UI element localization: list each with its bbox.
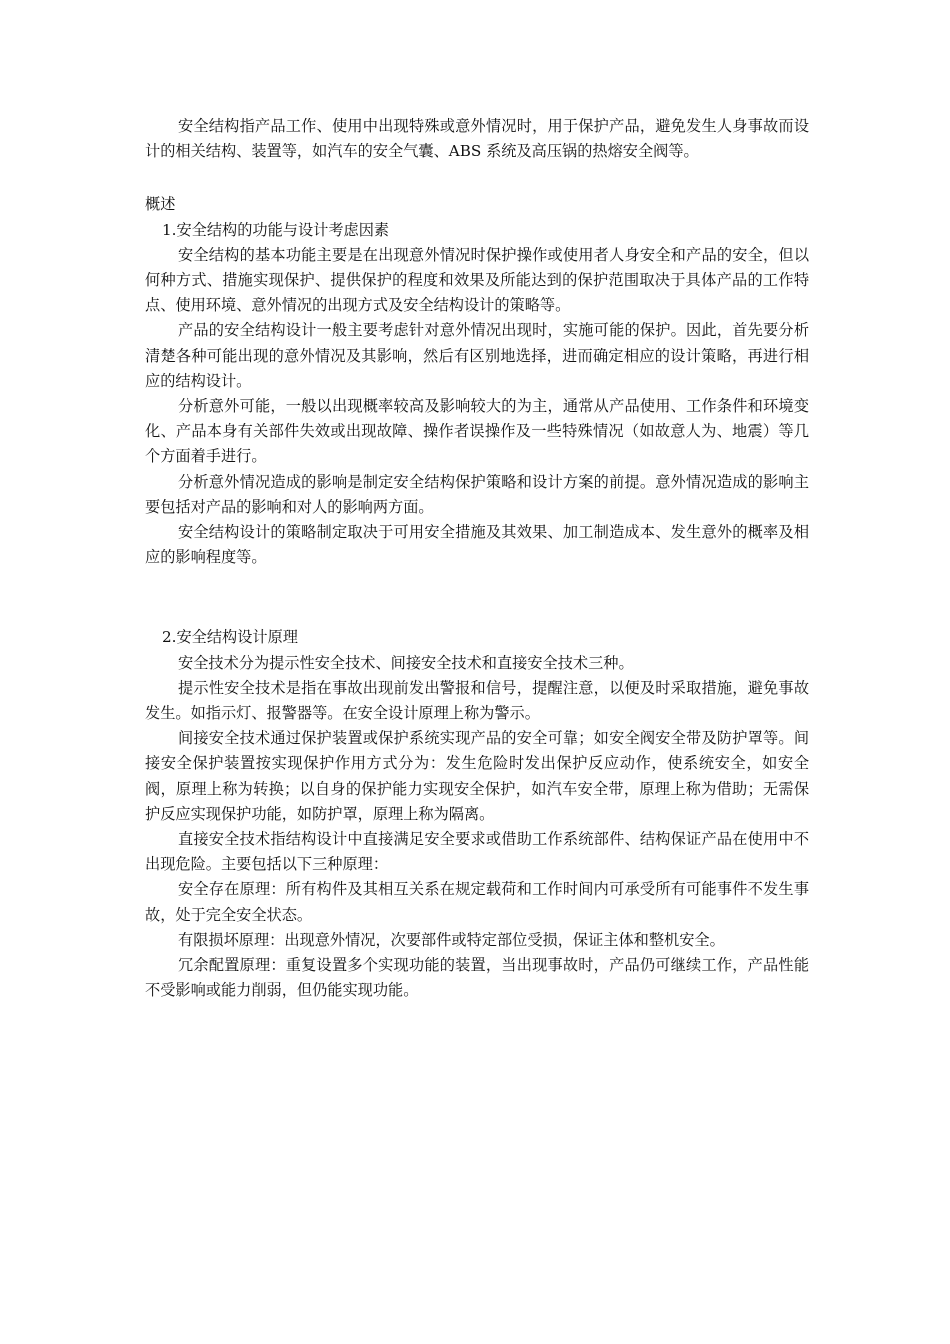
section2-paragraph: 直接安全技术指结构设计中直接满足安全要求或借助工作系统部件、结构保证产品在使用中不出现危险。主要包括以下三种原理：	[145, 830, 809, 874]
section1-paragraph: 分析意外情况造成的影响是制定安全结构保护策略和设计方案的前提。意外情况造成的影响主要包括对产品的影响和对人的影响两方面。	[145, 472, 809, 516]
section2-paragraph: 安全技术分为提示性安全技术、间接安全技术和直接安全技术三种。	[178, 653, 634, 672]
section2-paragraph: 有限损坏原理：出现意外情况，次要部件或特定部位受损，保证主体和整机安全。	[178, 930, 725, 949]
section2-heading: 2.安全结构设计原理	[162, 628, 298, 647]
section1-paragraph: 分析意外可能，一般以出现概率较高及影响较大的为主，通常从产品使用、工作条件和环境变化、产品本身有关部件失效或出现故障、操作者误操作及一些特殊情况（如故意人为、地震）等几个方面着手进行。	[145, 397, 809, 466]
document-body	[145, 114, 809, 1004]
section2-paragraph: 安全存在原理：所有构件及其相互关系在规定载荷和工作时间内可承受所有可能事件不发生事故，处于完全安全状态。	[145, 880, 809, 924]
overview-heading: 概述	[145, 195, 176, 214]
intro-paragraph: 安全结构指产品工作、使用中出现特殊或意外情况时，用于保护产品，避免发生人身事故而设计的相关结构、装置等，如汽车的安全气囊、ABS 系统及高压锅的热熔安全阀等。	[145, 117, 809, 161]
section2-paragraph: 提示性安全技术是指在事故出现前发出警报和信号，提醒注意，以便及时采取措施，避免事故发生。如指示灯、报警器等。在安全设计原理上称为警示。	[145, 678, 809, 723]
section1-paragraph: 产品的安全结构设计一般主要考虑针对意外情况出现时，实施可能的保护。因此，首先要分析清楚各种可能出现的意外情况及其影响，然后有区别地选择，进而确定相应的设计策略，再进行相应的结构设计。	[145, 321, 809, 390]
section2-paragraph: 冗余配置原理：重复设置多个实现功能的装置，当出现事故时，产品仍可继续工作，产品性能不受影响或能力削弱，但仍能实现功能。	[145, 956, 809, 1000]
spacer	[145, 164, 809, 192]
section2-paragraph: 间接安全技术通过保护装置或保护系统实现产品的安全可靠；如安全阀安全带及防护罩等。间接安全保护装置按实现保护作用方式分为：发生危险时发出保护反应动作，使系统安全，如安全阀，原理上称为转换；以自身的保护能力实现安全保护，如汽车安全带，原理上称为借助；无需保护反应实现保护功能，如防护罩，原理上称为隔离。	[145, 729, 809, 823]
section1-paragraph: 安全结构设计的策略制定取决于可用安全措施及其效果、加工制造成本、发生意外的概率及相应的影响程度等。	[145, 523, 809, 567]
section1-paragraph: 安全结构的基本功能主要是在出现意外情况时保护操作或使用者人身安全和产品的安全，但以何种方式、措施实现保护、提供保护的程度和效果及所能达到的保护范围取决于具体产品的工作特点、使用环境、意外情况的出现方式及安全结构设计的策略等。	[145, 245, 809, 315]
spacer	[145, 570, 809, 625]
section1-heading: 1.安全结构的功能与设计考虑因素	[162, 220, 390, 239]
